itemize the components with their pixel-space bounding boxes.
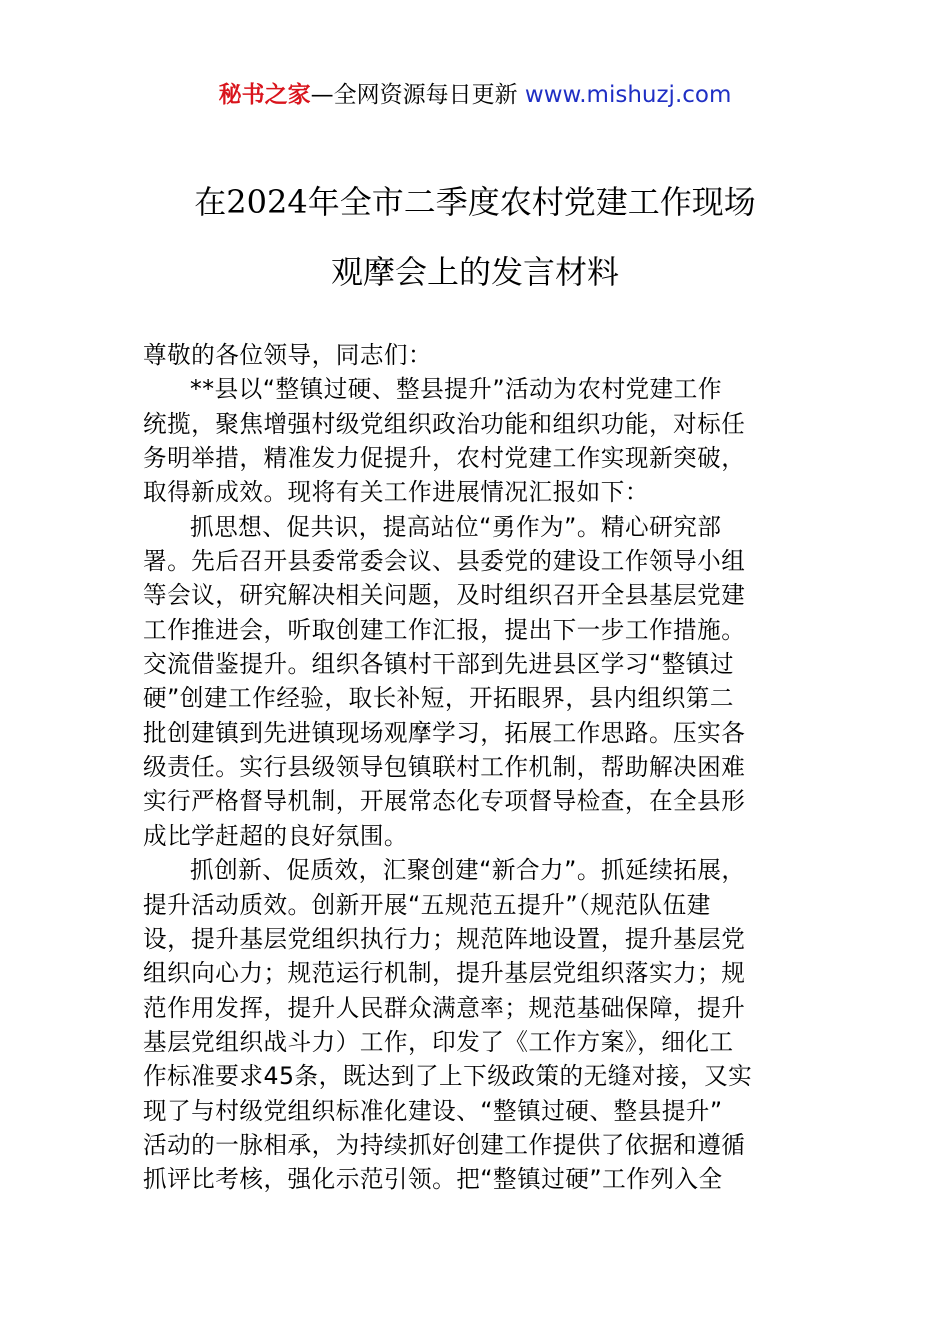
body-text-line: 统揽，聚焦增强村级党组织政治功能和组织功能，对标任 (143, 409, 746, 438)
body-text-line: 级责任。实行县级领导包镇联村工作机制，帮助解决困难 (143, 753, 746, 782)
body-text-line: 作标准要求45条，既达到了上下级政策的无缝对接，又实 (143, 1062, 753, 1091)
body-text-line: 成比学赶超的良好氛围。 (143, 821, 409, 850)
body-text-line: 提升活动质效。创新开展“五规范五提升”（规范队伍建 (143, 890, 711, 919)
document-body (143, 338, 823, 1197)
document-title-line-1: 在2024年全市二季度农村党建工作现场 (194, 183, 756, 221)
body-text-line: 取得新成效。现将有关工作进展情况汇报如下： (143, 478, 649, 507)
body-text-line: 基层党组织战斗力）工作，印发了《工作方案》，细化工 (143, 1027, 734, 1056)
body-text-line: **县以“整镇过硬、整县提升”活动为农村党建工作 (190, 375, 722, 404)
site-header (0, 78, 950, 112)
body-text-line: 务明举措，精准发力促提升，农村党建工作实现新突破， (143, 444, 746, 473)
body-text-line: 范作用发挥，提升人民群众满意率；规范基础保障，提升 (143, 993, 746, 1022)
body-text-line: 抓创新、促质效，汇聚创建“新合力”。抓延续拓展， (190, 856, 746, 885)
body-text-line: 设，提升基层党组织执行力；规范阵地设置，提升基层党 (143, 924, 746, 953)
body-text-line: 批创建镇到先进镇现场观摩学习，拓展工作思路。压实各 (143, 718, 746, 747)
body-text-line: 组织向心力；规范运行机制，提升基层党组织落实力；规 (143, 959, 746, 988)
body-text-line: 抓思想、促共识，提高站位“勇作为”。精心研究部 (190, 512, 722, 541)
body-text-line: 活动的一脉相承，为持续抓好创建工作提供了依据和遵循 (143, 1130, 746, 1159)
body-text-line: 署。先后召开县委常委会议、县委党的建设工作领导小组 (143, 547, 746, 576)
body-text-line: 抓评比考核，强化示范引领。把“整镇过硬”工作列入全 (143, 1165, 723, 1194)
site-url-link[interactable]: www.mishuzj.com (524, 82, 732, 108)
site-tagline: —全网资源每日更新 (310, 82, 525, 108)
body-text-line: 实行严格督导机制，开展常态化专项督导检查，在全县形 (143, 787, 746, 816)
body-text-line: 尊敬的各位领导，同志们： (143, 341, 433, 369)
document-title-line-2: 观摩会上的发言材料 (330, 253, 619, 291)
site-brand: 秘书之家 (218, 82, 311, 108)
body-text-line: 工作推进会，听取创建工作汇报，提出下一步工作措施。 (143, 615, 746, 644)
body-text-line: 等会议，研究解决相关问题，及时组织召开全县基层党建 (143, 581, 746, 610)
body-text-line: 硬”创建工作经验，取长补短，开拓眼界，县内组织第二 (143, 684, 734, 713)
body-text-line: 交流借鉴提升。组织各镇村干部到先进县区学习“整镇过 (143, 650, 734, 679)
body-text-line: 现了与村级党组织标准化建设、“整镇过硬、整县提升” (143, 1096, 723, 1125)
